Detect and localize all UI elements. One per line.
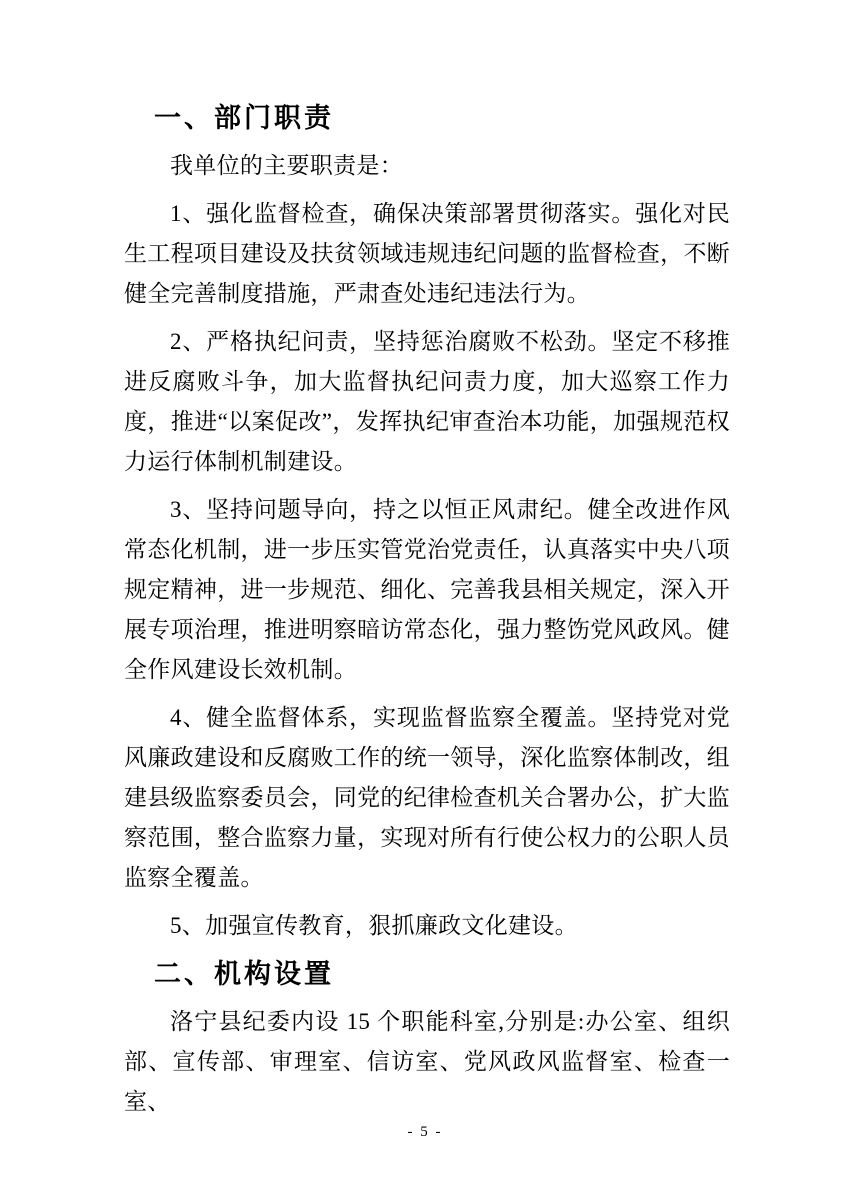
duty-paragraph-1: 1、强化监督检查，确保决策部署贯彻落实。强化对民生工程项目建设及扶贫领域违规违纪问题的监督检查，不断健全完善制度措施，严肃查处违纪违法行为。 bbox=[124, 201, 730, 306]
duty-paragraph-5: 5、加强宣传教育，狠抓廉政文化建设。 bbox=[170, 913, 578, 938]
intro-paragraph: 我单位的主要职责是： bbox=[170, 153, 403, 178]
duty-paragraph-3: 3、坚持问题导向，持之以恒正风肃纪。健全改进作风常态化机制，进一步压实管党治党责任，认真落实中央八项规定精神，进一步规范、细化、完善我县相关规定，深入开展专项治理，推进明察暗访常态化，强力整饬党风政风。健全作风建设长效机制。 bbox=[124, 497, 730, 682]
org-setup-paragraph: 洛宁县纪委内设 15 个职能科室,分别是:办公室、组织部、宣传部、审理室、信访室、党风政风监督室、检查一室、 bbox=[124, 1009, 730, 1114]
section-heading-1: 一、部门职责 bbox=[154, 103, 334, 133]
duty-paragraph-2: 2、严格执纪问责，坚持惩治腐败不松劲。坚定不移推进反腐败斗争，加大监督执纪问责力度，加大巡察工作力度，推进“以案促改”，发挥执纪审查治本功能，加强规范权力运行体制机制建设。 bbox=[124, 329, 730, 474]
document-body bbox=[124, 98, 730, 1122]
duty-paragraph-4: 4、健全监督体系，实现监督监察全覆盖。坚持党对党风廉政建设和反腐败工作的统一领导，深化监察体制改，组建县级监察委员会，同党的纪律检查机关合署办公，扩大监察范围，整合监察力量，实现对所有行使公权力的公职人员监察全覆盖。 bbox=[124, 705, 730, 890]
page-number: - 5 - bbox=[407, 1124, 443, 1140]
section-heading-2: 二、机构设置 bbox=[154, 959, 334, 989]
